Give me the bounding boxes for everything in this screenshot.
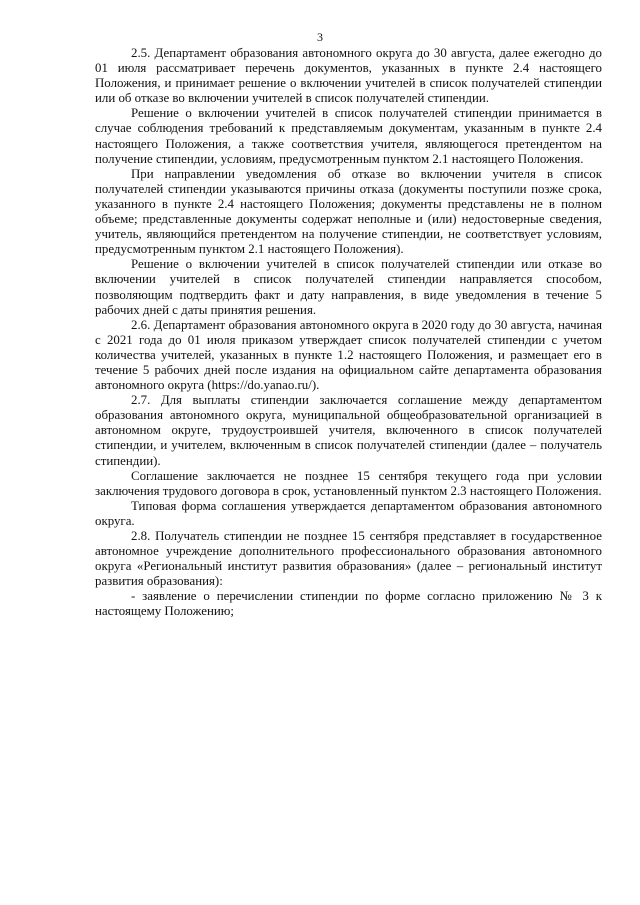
list-item-application: - заявление о перечислении стипендии по форме согласно приложению № 3 к настоящему Положению; <box>95 589 602 619</box>
paragraph-2-5: 2.5. Департамент образования автономного округа до 30 августа, далее ежегодно до 01 июля рассматривает перечень документов, указанных в пункте 2.4 настоящего Положения, и принимает решение о включении учителей в список получателей стипендии или об отказе во включении учителей в список получателей стипендии. <box>95 46 602 106</box>
paragraph-2-8: 2.8. Получатель стипендии не позднее 15 сентября представляет в государственное автономное учреждение дополнительного профессионального образования автономного округа «Региональный институт развития образования» (далее – региональный институт развития образования): <box>95 529 602 589</box>
paragraph-refusal-reasons: При направлении уведомления об отказе во включении учителя в список получателей стипендии указываются причины отказа (документы поступили позже срока, указанного в пункте 2.4 настоящего Положения; документы представлены не в полном объеме; представленные документы содержат неполные и (или) недостоверные сведения, учитель, являющийся претендентом на получение стипендии, не соответствует условиям, предусмотренным пунктом 2.1 настоящего Положения). <box>95 166 602 257</box>
paragraph-inclusion-decision: Решение о включении учителей в список получателей стипендии принимается в случае соблюдения требований к представляемым документам, указанным в пункте 2.4 настоящего Положения, а также соответствия учителя, являющегося претендентом на получение стипендии, условиям, предусмотренным пунктом 2.1 настоящего Положения. <box>95 106 602 166</box>
paragraph-agreement-form: Типовая форма соглашения утверждается департаментом образования автономного округа. <box>95 498 602 528</box>
document-body <box>95 46 602 620</box>
paragraph-2-6: 2.6. Департамент образования автономного округа в 2020 году до 30 августа, начиная с 2021 года до 01 июля приказом утверждает список получателей стипендии с учетом количества учителей, указанных в пункте 1.2 настоящего Положения, и размещает его в течение 5 рабочих дней после издания на официальном сайте департамента образования автономного округа (https://do.yanao.ru/). <box>95 317 602 393</box>
paragraph-agreement-deadline: Соглашение заключается не позднее 15 сентября текущего года при условии заключения трудового договора в срок, установленный пунктом 2.3 настоящего Положения. <box>95 468 602 498</box>
page-number: 3 <box>317 30 323 44</box>
paragraph-2-7: 2.7. Для выплаты стипендии заключается соглашение между департаментом образования автономного округа, муниципальной общеобразовательной организацией в автономном округе, трудоустроившей учителя, включенного в список получателей стипендии, и учителем, включенным в список получателей стипендии (далее – получатель стипендии). <box>95 393 602 468</box>
paragraph-notification: Решение о включении учителей в список получателей стипендии или отказе во включении учителей в список получателей стипендии направляется способом, позволяющим подтвердить факт и дату направления, в виде уведомления в течение 5 рабочих дней с даты принятия решения. <box>95 257 602 317</box>
